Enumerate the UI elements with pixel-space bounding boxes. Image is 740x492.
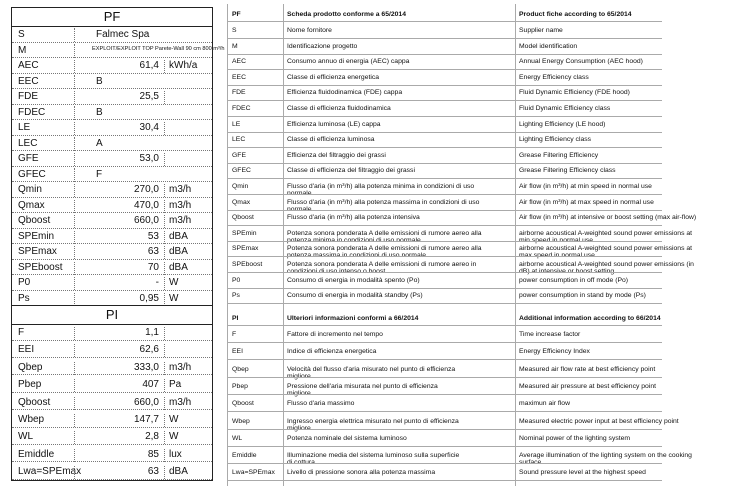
- row-divider: [227, 132, 662, 133]
- row-desc-en: Fluid Dynamic Efficiency class: [519, 105, 611, 112]
- pi-row-pbep: [12, 377, 212, 393]
- param-code: P0: [18, 277, 31, 288]
- row-desc-en: maximun air flow: [519, 400, 570, 408]
- param-value: 63: [74, 246, 159, 259]
- row-code: EEC: [232, 73, 246, 81]
- row-desc-en: Energy Efficiency class: [519, 73, 589, 81]
- param-value: B: [96, 106, 103, 118]
- row-code: Wbep: [232, 417, 250, 425]
- param-value: 70: [74, 262, 159, 275]
- param-code: Qmax: [18, 199, 45, 211]
- row-desc-it: Livello di pressione sonora alla potenza massima: [287, 469, 436, 477]
- row-desc-it: Identificazione progetto: [287, 42, 358, 50]
- row-divider: [227, 241, 662, 242]
- param-code: FDEC: [18, 106, 46, 118]
- row-code: Qboost: [232, 400, 254, 408]
- cell-divider: [74, 106, 75, 120]
- param-unit: m3/h: [164, 397, 191, 410]
- param-value: F: [96, 168, 103, 180]
- param-code: Wbep: [18, 414, 45, 425]
- row-code: M: [232, 42, 238, 50]
- param-value: 660,0: [74, 215, 159, 228]
- row-desc-it: Efficienza del filtraggio dei grassi: [287, 151, 386, 159]
- row-code: Pbep: [232, 382, 248, 390]
- param-unit: dBA: [164, 231, 188, 244]
- row-desc-it: Pressione dell'aria misurata nel punto di efficienza migliore: [287, 382, 438, 397]
- pf-row-p0: [12, 275, 212, 291]
- row-divider: [227, 147, 662, 148]
- row-divider: [227, 116, 662, 117]
- row-code: AEC: [232, 58, 246, 66]
- param-value: 660,0: [74, 397, 159, 410]
- param-code: GFE: [18, 153, 39, 164]
- row-desc-it: Classe di efficienza fluidodinamica: [287, 105, 391, 112]
- column-divider: [283, 4, 284, 486]
- param-value: 25,5: [74, 91, 159, 104]
- row-code: LEC: [232, 136, 246, 144]
- row-code: Ps: [232, 292, 240, 300]
- pi-row-wl: [12, 429, 212, 445]
- pi-row-qboost: [12, 395, 212, 411]
- row-code: FDEC: [232, 105, 251, 112]
- param-value: 333,0: [74, 362, 159, 375]
- row-desc-it: Efficienza fluidodinamica (FDE) cappa: [287, 89, 403, 97]
- pf-row-eec: [12, 74, 212, 90]
- section-code: PI: [232, 315, 239, 322]
- row-code: GFE: [232, 151, 246, 159]
- pf-row-spemin: [12, 229, 212, 245]
- row-code: Qmin: [232, 183, 249, 190]
- param-code: EEI: [18, 344, 35, 356]
- row-divider: [227, 394, 662, 395]
- row-divider: [227, 342, 662, 343]
- param-value: 62,6: [74, 344, 159, 357]
- param-value: 61,4: [74, 60, 159, 73]
- row-desc-en: Air flow (in m³/h) at max speed in normal use: [519, 198, 654, 206]
- param-value: B: [96, 75, 103, 87]
- param-unit: [164, 91, 169, 104]
- row-desc-en: Average illumination of the lighting system on the cooking surface: [519, 452, 692, 467]
- param-value: Falmec Spa: [96, 29, 150, 40]
- row-desc-en: power consumption in stand by mode (Ps): [519, 292, 646, 300]
- row-desc-en: power consumption in off mode (Po): [519, 276, 629, 284]
- row-divider: [227, 210, 662, 211]
- param-unit: kWh/a: [164, 60, 197, 73]
- row-desc-it: Potenza nominale del sistema luminoso: [287, 434, 407, 442]
- row-desc-it: Consumo annuo di energia (AEC) cappa: [287, 58, 410, 66]
- row-desc-en: Air flow (in m³/h) at min speed in normal use: [519, 183, 652, 190]
- row-divider: [227, 54, 662, 55]
- row-desc-en: Measured air pressure at best efficiency point: [519, 382, 657, 390]
- param-value: 470,0: [74, 200, 159, 213]
- param-value: -: [74, 277, 159, 290]
- row-divider: [227, 377, 662, 378]
- param-value: 270,0: [74, 184, 159, 197]
- pi-row-f: [12, 325, 212, 341]
- param-unit: W: [164, 277, 178, 290]
- param-code: Emiddle: [18, 448, 55, 460]
- pi-row-emiddle: [12, 447, 212, 463]
- pi-row-eei: [12, 342, 212, 358]
- row-desc-it: Flusso d'aria (in m³/h) alla potenza intensiva: [287, 214, 420, 222]
- row-divider: [227, 225, 662, 226]
- row-code: Qbep: [232, 365, 249, 373]
- pf-row-m: [12, 43, 225, 59]
- row-code: SPEmax: [232, 245, 259, 253]
- row-divider: [227, 163, 662, 164]
- row-code: P0: [232, 276, 241, 284]
- param-unit: dBA: [164, 466, 188, 479]
- row-divider: [227, 85, 662, 86]
- param-code: S: [18, 29, 25, 40]
- row-desc-en: airborne acoustical A-weighted sound power emissions (in dB) at intensive or boost setting: [519, 261, 694, 275]
- row-divider: [227, 303, 662, 304]
- param-code: Qboost: [18, 396, 51, 408]
- section-title-en: Product fiche according to 65/2014: [519, 11, 632, 18]
- row-desc-it: Potenza sonora ponderata A delle emissioni di rumore aereo in condizioni di uso intenso o boost: [287, 261, 477, 275]
- column-divider: [227, 4, 228, 486]
- param-code: F: [18, 327, 25, 338]
- row-desc-it: Classe di efficienza energetica: [287, 73, 380, 81]
- cell-divider: [74, 44, 75, 58]
- param-value: 53,0: [74, 153, 159, 166]
- row-desc-it: Consumo di energia in modalità standby (Ps): [287, 292, 423, 300]
- pf-row-fdec: [12, 105, 212, 121]
- row-divider: [227, 446, 662, 447]
- section-title-it: Ulteriori informazioni conformi a 66/2014: [287, 315, 419, 322]
- row-code: Emiddle: [232, 452, 257, 460]
- row-divider: [227, 256, 662, 257]
- param-code: Qboost: [18, 215, 51, 226]
- param-code: Qbep: [18, 361, 43, 373]
- row-desc-en: Grease Filtering Efficiency: [519, 151, 599, 159]
- param-code: SPEboost: [18, 261, 63, 273]
- pf-row-fde: [12, 89, 212, 105]
- row-desc-en: Time increase factor: [519, 331, 581, 338]
- cell-divider: [74, 137, 75, 151]
- param-unit: m3/h: [164, 184, 191, 197]
- row-code: S: [232, 27, 237, 34]
- row-code: GFEC: [232, 167, 251, 175]
- row-desc-en: Supplier name: [519, 27, 563, 34]
- row-divider: [227, 429, 662, 430]
- param-code: EEC: [18, 75, 39, 87]
- row-desc-it: Potenza sonora ponderata A delle emissioni di rumore aereo alla potenza minima in condizioni di uso normale: [287, 229, 482, 244]
- param-unit: m3/h: [164, 200, 191, 213]
- section-title-it: Scheda prodotto conforme a 65/2014: [287, 11, 406, 18]
- pf-row-lec: [12, 136, 212, 152]
- param-unit: Pa: [164, 379, 181, 392]
- row-divider: [227, 194, 662, 195]
- param-value: 2,8: [74, 431, 159, 444]
- param-unit: dBA: [164, 246, 188, 259]
- row-code: SPEboost: [232, 261, 263, 268]
- row-desc-it: Flusso d'aria (in m³/h) alla potenza massima in condizioni di uso normale: [287, 198, 480, 213]
- row-desc-it: Potenza sonora ponderata A delle emissioni di rumore aereo alla potenza massima in condizioni di uso normale: [287, 245, 482, 260]
- param-code: GFEC: [18, 168, 46, 180]
- param-unit: [164, 153, 169, 166]
- row-desc-it: Efficienza luminosa (LE) cappa: [287, 120, 381, 128]
- param-code: Qmin: [18, 184, 42, 195]
- param-code: LEC: [18, 137, 38, 149]
- section-title-en: Additional information according to 66/2014: [519, 315, 661, 322]
- row-divider: [227, 463, 662, 464]
- cell-divider: [74, 168, 75, 182]
- row-divider: [227, 359, 662, 360]
- pf-row-gfe: [12, 151, 212, 167]
- param-value: 1,1: [74, 327, 159, 340]
- data-table: [11, 7, 225, 481]
- row-desc-it: Classe di efficienza luminosa: [287, 136, 375, 144]
- row-desc-en: airborne acoustical A-weighted sound power emissions at min speed in normal use: [519, 229, 693, 244]
- column-divider: [515, 4, 516, 486]
- row-divider: [227, 38, 662, 39]
- pf-row-s: [12, 27, 212, 43]
- row-code: LE: [232, 120, 241, 128]
- row-desc-it: Flusso d'aria massimo: [287, 400, 355, 408]
- param-value: 0,95: [74, 293, 159, 306]
- param-unit: W: [164, 414, 178, 427]
- row-divider: [227, 21, 662, 22]
- pf-row-qmin: [12, 182, 212, 198]
- row-code: Qmax: [232, 198, 251, 206]
- param-unit: [164, 122, 169, 135]
- row-desc-en: Measured air flow rate at best efficiency point: [519, 365, 656, 373]
- row-desc-it: Consumo di energia in modalità spento (Po): [287, 276, 420, 284]
- section-code: PF: [232, 11, 241, 18]
- pi-row-lwa-spemax: [12, 464, 212, 480]
- row-desc-en: Measured electric power input at best efficiency point: [519, 417, 679, 425]
- param-unit: W: [164, 293, 178, 306]
- row-desc-en: Lighting Efficiency (LE hood): [519, 120, 606, 128]
- row-desc-en: Lighting Efficiency class: [519, 136, 592, 144]
- cell-divider: [74, 75, 75, 89]
- param-value: EXPLOIT/EXPLOIT TOP Parete-Wall 90 cm 800 m³/h: [92, 45, 225, 52]
- param-code: M: [18, 44, 27, 56]
- param-unit: m3/h: [164, 215, 191, 228]
- param-unit: lux: [164, 449, 182, 462]
- row-code: WL: [232, 434, 243, 442]
- param-value: 147,7: [74, 414, 159, 427]
- row-divider: [227, 100, 662, 101]
- row-desc-en: Grease Filtering Efficiency class: [519, 167, 616, 175]
- param-value: 30,4: [74, 122, 159, 135]
- param-code: SPEmax: [18, 246, 57, 257]
- pf-row-ps: [12, 291, 212, 307]
- row-desc-en: Fluid Dynamic Efficiency (FDE hood): [519, 89, 630, 97]
- param-unit: dBA: [164, 262, 188, 275]
- pf-row-le: [12, 120, 212, 136]
- row-code: F: [232, 331, 237, 338]
- pf-row-aec: [12, 58, 212, 74]
- pi-row-qbep: [12, 360, 212, 376]
- param-code: FDE: [18, 91, 38, 102]
- param-value: 407: [74, 379, 159, 392]
- row-desc-en: Air flow (in m³/h) at intensive or boost setting (max air-flow): [519, 214, 697, 222]
- param-unit: W: [164, 431, 178, 444]
- param-code: Ps: [18, 292, 30, 304]
- param-unit: m3/h: [164, 362, 191, 375]
- row-desc-en: Sound pressure level at the highest speed: [519, 469, 646, 477]
- row-divider: [227, 178, 662, 179]
- pi-row-wbep: [12, 412, 212, 428]
- row-desc-it: Velocità del flusso d'aria misurato nel punto di efficienza migliore: [287, 365, 456, 380]
- param-value: 53: [74, 231, 159, 244]
- row-divider: [227, 325, 662, 326]
- param-value: 63: [74, 466, 159, 479]
- param-code: SPEmin: [18, 230, 55, 242]
- row-code: SPEmin: [232, 229, 257, 237]
- param-code: LE: [18, 122, 31, 133]
- pf-row-speboost: [12, 260, 212, 276]
- param-value: 85: [74, 449, 159, 462]
- row-desc-en: Model identification: [519, 42, 578, 50]
- row-desc-en: Nominal power of the lighting system: [519, 434, 631, 442]
- row-code: EEI: [232, 348, 243, 356]
- row-desc-en: airborne acoustical A-weighted sound power emissions at max speed in normal use: [519, 245, 693, 260]
- row-divider: [227, 272, 662, 273]
- pf-row-spemax: [12, 244, 212, 260]
- row-desc-it: Classe di efficienza del filtraggio dei grassi: [287, 167, 415, 175]
- param-code: Lwa=SPEmax: [18, 466, 82, 478]
- param-code: AEC: [18, 60, 39, 71]
- row-desc-en: Energy Efficiency Index: [519, 348, 590, 356]
- cell-divider: [74, 28, 75, 42]
- pf-row-qboost: [12, 213, 212, 229]
- param-unit: [164, 344, 169, 357]
- row-desc-it: Ingresso energia elettrica misurato nel punto di efficienza migliore: [287, 417, 459, 432]
- row-divider: [227, 69, 662, 70]
- param-code: Pbep: [18, 379, 42, 391]
- row-code: Qboost: [232, 214, 254, 222]
- row-code: Lwa=SPEmax: [232, 469, 275, 477]
- row-code: FDE: [232, 89, 246, 97]
- row-desc-it: Nome fornitore: [287, 27, 332, 34]
- row-desc-it: Fattore di incremento nel tempo: [287, 331, 383, 338]
- row-desc-en: Annual Energy Consumption (AEC hood): [519, 58, 643, 66]
- pf-title: PF: [12, 8, 212, 27]
- row-divider: [227, 411, 662, 412]
- pi-title: PI: [12, 305, 212, 325]
- row-divider: [227, 480, 662, 481]
- param-code: WL: [18, 431, 33, 443]
- row-desc-it: Indice di efficienza energetica: [287, 348, 377, 356]
- pf-row-qmax: [12, 198, 212, 214]
- param-unit: [164, 327, 169, 340]
- row-desc-it: Illuminazione media del sistema luminoso sulla superficie di cottura: [287, 452, 460, 467]
- param-value: A: [96, 137, 103, 149]
- row-desc-it: Flusso d'aria (in m³/h) alla potenza minima in condizioni di uso normale: [287, 183, 475, 197]
- pf-row-gfec: [12, 167, 212, 183]
- row-divider: [227, 288, 662, 289]
